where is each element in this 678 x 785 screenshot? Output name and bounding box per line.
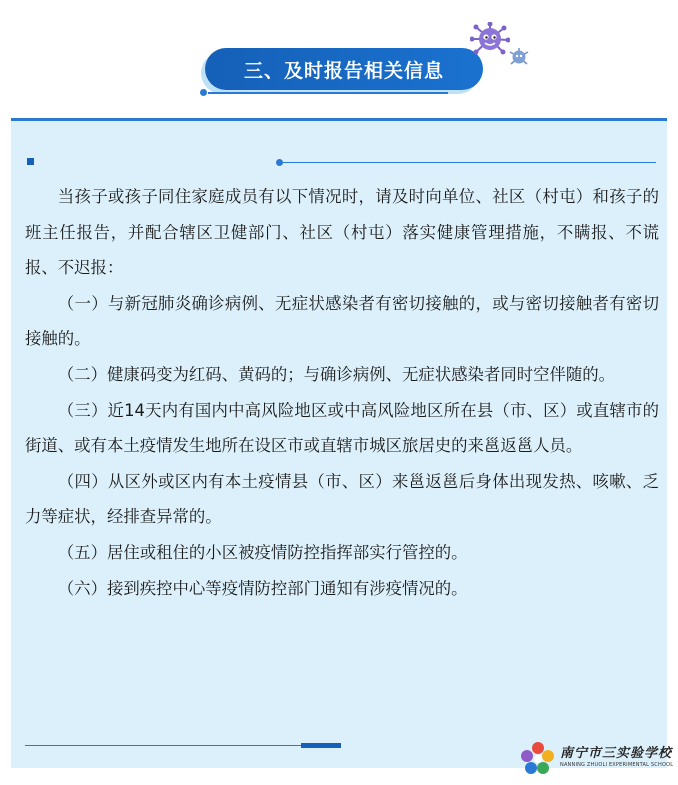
content-panel [11, 118, 667, 768]
notice-body [25, 179, 659, 606]
item-paragraph: （二）健康码变为红码、黄码的；与确诊病例、无症状感染者同时空伴随的。 [57, 364, 616, 384]
banner-underline-dot [200, 89, 207, 96]
intro-paragraph: 当孩子或孩子同住家庭成员有以下情况时，请及时向单位、社区（村屯）和孩子的班主任报告，并配合辖区卫健部门、社区（村屯）落实健康管理措施，不瞒报、不谎报、不迟报： [25, 187, 659, 278]
school-logo-icon [520, 740, 556, 776]
school-name-english: NANNING ZHUOLI EXPERIMENTAL SCHOOL [560, 762, 674, 768]
section-title-banner [205, 48, 483, 90]
panel-bottom-bar [301, 743, 341, 748]
school-logo [520, 738, 674, 778]
section-header [0, 0, 678, 110]
item-paragraph: （六）接到疾控中心等疫情防控部门通知有涉疫情况的。 [57, 578, 468, 598]
small-virus-icon [508, 47, 530, 67]
item-paragraph: （四）从区外或区内有本土疫情县（市、区）来邕返邕后身体出现发热、咳嗽、乏力等症状，经排查异常的。 [25, 471, 659, 527]
panel-top-line [280, 162, 656, 163]
item-paragraph: （五）居住或租住的小区被疫情防控指挥部实行管控的。 [57, 542, 468, 562]
item-paragraph: （一）与新冠肺炎确诊病例、无症状感染者有密切接触的，或与密切接触者有密切接触的。 [25, 293, 659, 349]
item-paragraph: （三）近14天内有国内中高风险地区或中高风险地区所在县（市、区）或直辖市的街道、或有本土疫情发生地所在设区市或直辖市城区旅居史的来邕返邕人员。 [25, 400, 659, 456]
panel-bottom-line [25, 745, 315, 746]
school-name: 南宁市三实验学校 [560, 746, 673, 761]
virus-icon [470, 22, 510, 56]
banner-underline [208, 92, 448, 94]
section-title: 三、及时报告相关信息 [243, 59, 444, 82]
panel-corner-square [27, 158, 34, 165]
